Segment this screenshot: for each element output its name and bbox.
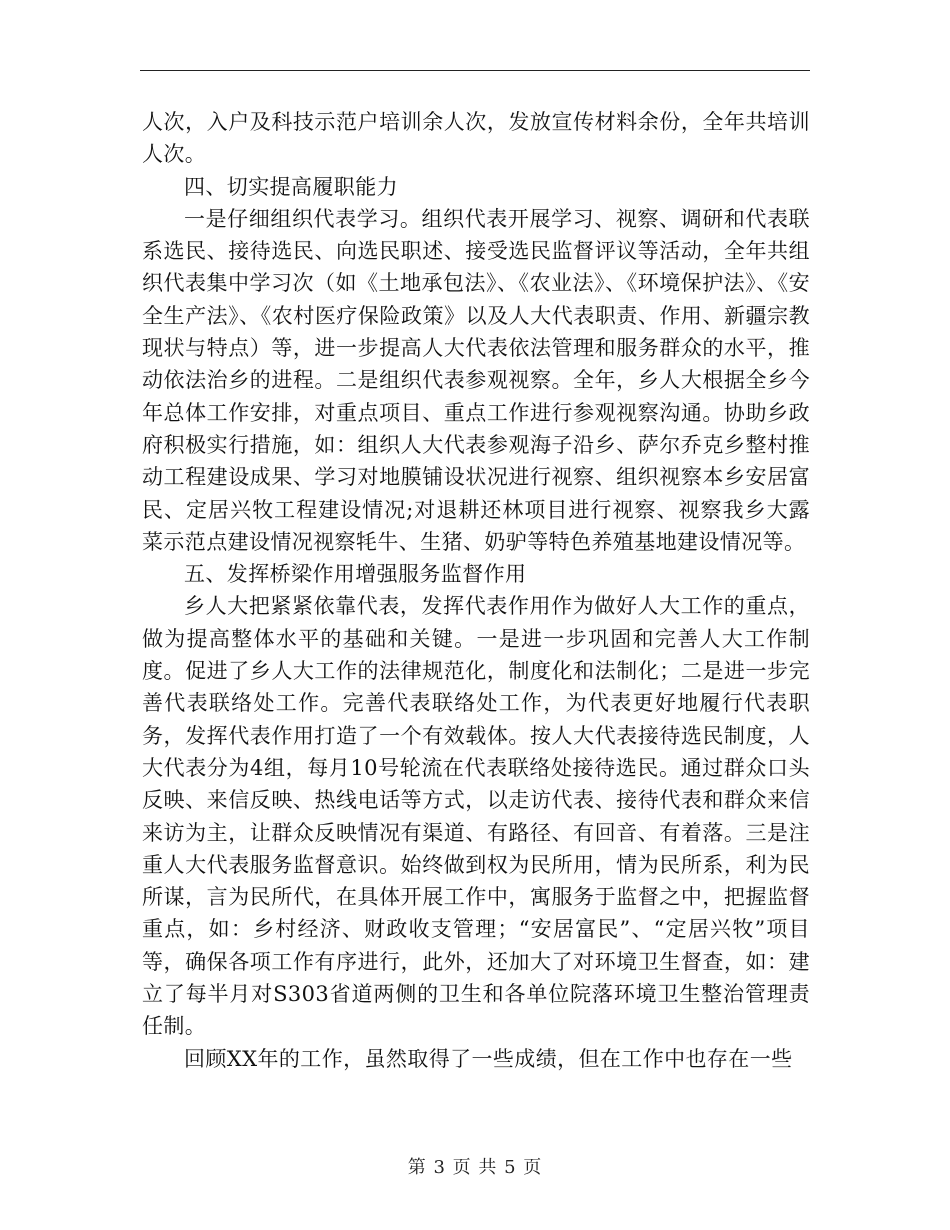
paragraph-review: 回顾XX年的工作，虽然取得了一些成绩，但在工作中也存在一些 [184,1046,793,1071]
section-heading-5: 五、发挥桥梁作用增强服务监督作用 [184,562,527,587]
paragraph-supervision: 乡人大把紧紧依靠代表，发挥代表作用作为做好人大工作的重点，做为提高整体水平的基础和关键。一是进一步巩固和完善人大工作制度。促进了乡人大工作的法律规范化，制度化和法制化；二是进一步完善代表联络处工作。完善代表联络处工作，为代表更好地履行代表职务，发挥代表作用打造了一个有效载体。按人大代表接待选民制度，人大代表分为4组，每月10号轮流在代表联络处接待选民。通过群众口头反映、来信反映、热线电话等方式，以走访代表、接待代表和群众来信来访为主，让群众反映情况有渠道、有路径、有回音、有着落。三是注重人大代表服务监督意识。始终做到权为民所用，情为民所系，利为民所谋，言为民所代，在具体开展工作中，寓服务于监督之中，把握监督重点，如：乡村经济、财政收支管理；“安居富民”、“定居兴牧”项目等，确保各项工作有序进行，此外，还加大了对环境卫生督查，如：建立了每半月对S303省道两侧的卫生和各单位院落环境卫生整治管理责任制。 [142,594,810,1039]
document-body [142,106,810,1075]
header-rule [140,70,810,71]
page-number-footer: 第 3 页 共 5 页 [407,1157,543,1178]
paragraph-continuation: 人次，入户及科技示范户培训余人次，发放宣传材料余份，全年共培训人次。 [142,110,810,167]
paragraph-duty-performance: 一是仔细组织代表学习。组织代表开展学习、视察、调研和代表联系选民、接待选民、向选民职述、接受选民监督评议等活动，全年共组织代表集中学习次（如《土地承包法》、《农业法》、《环境保护法》、《安全生产法》、《农村医疗保险政策》以及人大代表职责、作用、新疆宗教现状与特点）等，进一步提高人大代表依法管理和服务群众的水平，推动依法治乡的进程。二是组织代表参观视察。全年，乡人大根据全乡今年总体工作安排，对重点项目、重点工作进行参观视察沟通。协助乡政府积极实行措施，如：组织人大代表参观海子沿乡、萨尔乔克乡整村推动工程建设成果、学习对地膜铺设状况进行视察、组织视察本乡安居富民、定居兴牧工程建设情况;对退耕还林项目进行视察、视察我乡大露菜示范点建设情况视察牦牛、生猪、奶驴等特色养殖基地建设情况等。 [142,206,810,554]
section-heading-4: 四、切实提高履职能力 [184,174,398,199]
